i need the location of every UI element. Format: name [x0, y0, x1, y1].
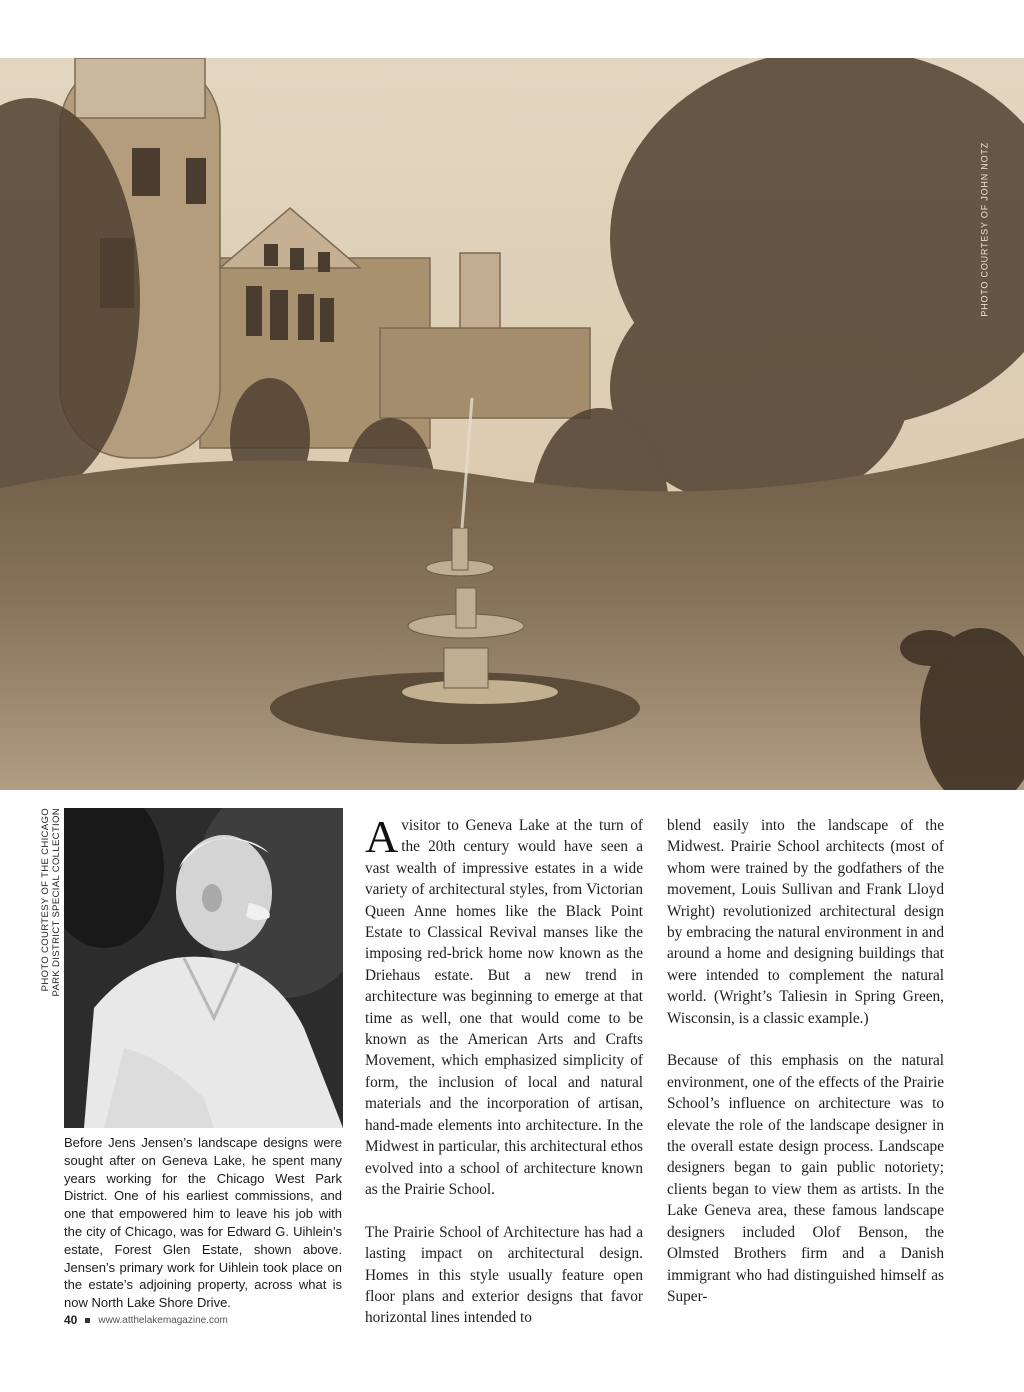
page-number: 40: [64, 1313, 78, 1327]
footer-url[interactable]: www.atthelakemagazine.com: [98, 1314, 228, 1326]
paragraph-1-text: visitor to Geneva Lake at the turn of the 20th century would have seen a vast wealth of impressive estates in a wide variety of architectural styles, from Victorian Queen Anne homes like the Black Point Estate to Classical Revival manses like the imposing red-brick home now known as the Driehaus estate. But a new trend in architecture was beginning to emerge at that time as well, one that would come to be known as the American Arts and Crafts Movement, which emphasized simplicity of form, the inclusion of local and natural materials and the incorporation of artisan, hand-made elements into architecture. In the Midwest in particular, this architectural ethos evolved into a school of architecture known as the Prairie School.: [365, 817, 643, 1198]
portrait-credit-line2: PARK DISTRICT SPECIAL COLLECTION: [51, 808, 62, 997]
article-column-1: [365, 811, 643, 1350]
portrait-caption: Before Jens Jensen’s landscape designs were sought after on Geneva Lake, he spent many years working for the Chicago West Park District. One of his earliest commissions, and one that empowered him to leave his job with the city of Chicago, was for Edward G. Uihlein’s estate, Forest Glen Estate, shown above. Jensen’s primary work for Uihlein took place on the estate’s adjoining property, across what is now North Lake Shore Drive.: [64, 1135, 342, 1311]
paragraph-1: [365, 811, 643, 1200]
estate-illustration: [0, 58, 1024, 790]
page-footer: [64, 1313, 228, 1327]
hero-photo: [0, 58, 1024, 790]
paragraph-2: The Prairie School of Architecture has had a lasting impact on architectural design. Homes in this style usually feature open floor plans and exterior designs that favor horizontal lines intended to: [365, 1223, 643, 1327]
drop-cap: A: [365, 811, 399, 862]
paragraph-4: Because of this emphasis on the natural environment, one of the effects of the Prairie School’s influence on architecture was to elevate the role of the landscape designer in the overall estate design process. Landscape designers began to gain public notoriety; clients began to view them as artists. In the Lake Geneva area, these famous landscape designers included Olof Benson, the Olmsted Brothers firm and a Danish immigrant who had distinguished himself as Super-: [667, 1052, 944, 1305]
portrait-photo: [64, 808, 343, 1128]
hero-photo-credit: PHOTO COURTESY OF JOHN NOTZ: [980, 142, 990, 317]
man-portrait-illustration: [64, 808, 343, 1128]
portrait-credit-line1: PHOTO COURTESY OF THE CHICAGO: [40, 808, 51, 992]
paragraph-3: blend easily into the landscape of the Midwest. Prairie School architects (most of whom were trained by the godfathers of the movement, Louis Sullivan and Frank Lloyd Wright) revolutionized architectural design by embracing the natural environment in and around a home and designing buildings that were intended to complement the natural world. (Wright’s Taliesin in Spring Green, Wisconsin, is a classic example.): [667, 817, 944, 1027]
square-bullet-icon: [85, 1318, 90, 1323]
article-column-2: [667, 815, 944, 1329]
